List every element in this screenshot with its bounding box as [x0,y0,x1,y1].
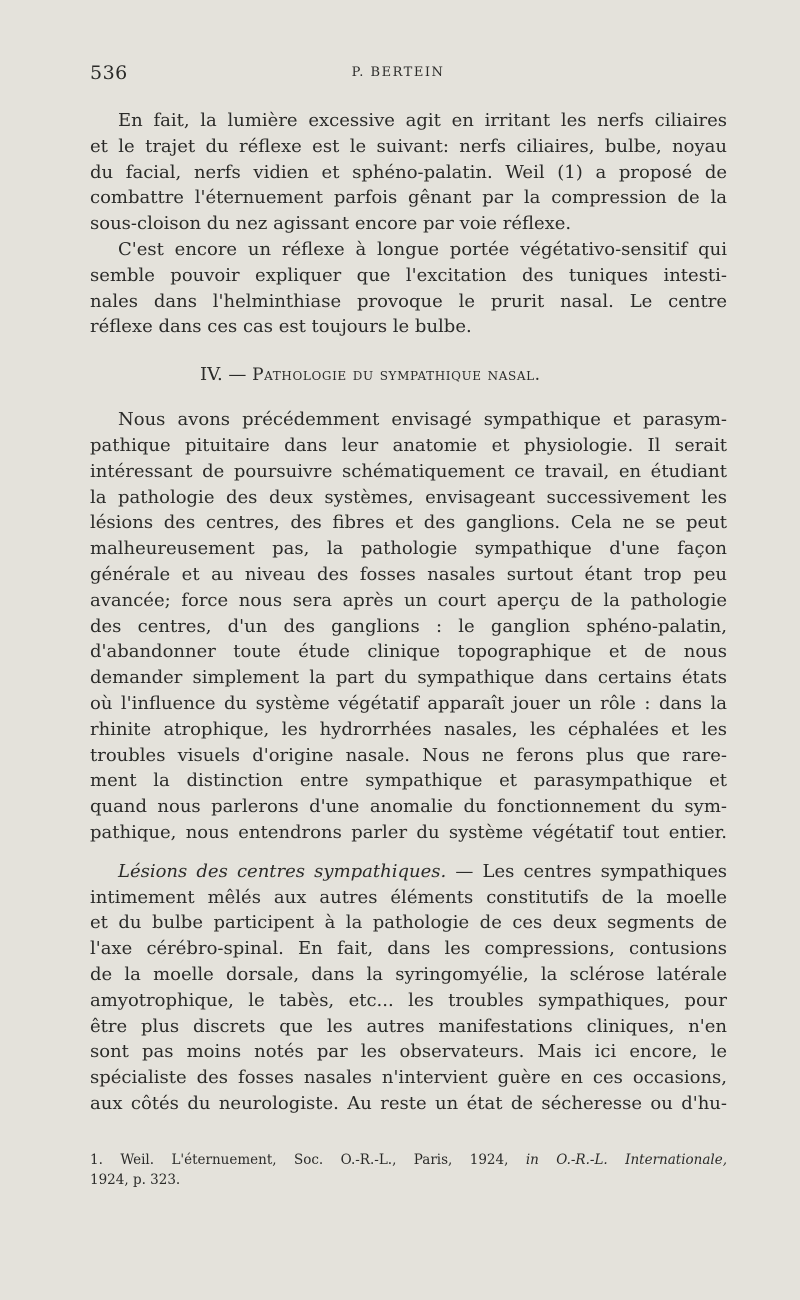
text-line: sont pas moins notés par les observateurs. Mais ici encore, le [90,1041,727,1063]
text-line: avancée; force nous sera après un court aperçu de la pathologie [90,589,727,611]
footnote-citation: 1. Weil. L'éternuement, Soc. O.-R.-L., Paris, 1924, [90,1152,526,1168]
body-text [90,108,727,1117]
text-line: et du bulbe participent à la pathologie de ces deux segments de [90,912,727,934]
text-line: et le trajet du réflexe est le suivant: nerfs ciliaires, bulbe, noyau [90,135,727,157]
paragraph [90,237,727,340]
section-heading [90,362,727,388]
text-line: générale et au niveau des fosses nasales surtout étant trop peu [90,563,727,585]
text-line: d'abandonner toute étude clinique topographique et de nous [90,641,727,663]
text-line: pathique pituitaire dans leur anatomie et physiologie. Il serait [90,434,727,456]
text-line: réflexe dans ces cas est toujours le bulbe. [90,316,472,338]
text-line: lésions des centres, des fibres et des ganglions. Cela ne se peut [90,512,727,534]
text-line: l'axe cérébro-spinal. En fait, dans les compressions, contusions [90,938,727,960]
text-line [90,859,727,885]
paragraph [90,108,727,237]
text-line: sous-cloison du nez agissant encore par voie réflexe. [90,213,572,235]
text-line: C'est encore un réflexe à longue portée végétativo-sensitif qui [118,238,727,260]
text-line: où l'influence du système végétatif apparaît jouer un rôle : dans la [90,692,727,714]
text-line: malheureusement pas, la pathologie sympathique d'une façon [90,538,727,560]
text-line: combattre l'éternuement parfois gênant par la compression de la [90,187,727,209]
text-line: spécialiste des fosses nasales n'intervient guère en ces occasions, [90,1067,727,1089]
text-line: nales dans l'helminthiase provoque le prurit nasal. Le centre [90,290,727,312]
footnote-line: 1924, p. 323. [90,1172,181,1188]
text-line: amyotrophique, le tabès, etc... les troubles sympathiques, pour [90,989,727,1011]
text-line: du facial, nerfs vidien et sphéno-palatin. Weil (1) a proposé de [90,161,727,183]
text-line: quand nous parlerons d'une anomalie du fonctionnement du sym- [90,796,727,818]
section-number: IV. — [200,364,247,386]
text-line: la pathologie des deux systèmes, envisageant successivement les [90,486,727,508]
text-line: Nous avons précédemment envisagé sympathique et parasym- [118,409,727,431]
text-line: semble pouvoir expliquer que l'excitation des tuniques intesti- [90,264,727,286]
subsection-title: Lésions des centres sympathiques. [118,860,447,882]
text-line: intéressant de poursuivre schématiquement ce travail, en étudiant [90,460,727,482]
text-line: être plus discrets que les autres manifestations cliniques, n'en [90,1015,727,1037]
text-line: aux côtés du neurologiste. Au reste un état de sécheresse ou d'hu- [90,1092,727,1114]
footnote-journal: in O.-R.-L. Internationale, [525,1152,727,1168]
text-line: troubles visuels d'origine nasale. Nous ne ferons plus que rare- [90,744,727,766]
running-head: P. BERTEIN [351,65,445,80]
paragraph [90,859,727,1117]
page-header [90,62,706,86]
section-title: Pathologie du sympathique nasal. [252,365,541,386]
footnote [90,1150,727,1190]
text-line: intimement mêlés aux autres éléments constitutifs de la moelle [90,886,727,908]
paragraph [90,407,727,846]
text-line: ment la distinction entre sympathique et parasympathique et [90,770,727,792]
text-line: demander simplement la part du sympathique dans certains états [90,667,727,689]
text-line: de la moelle dorsale, dans la syringomyélie, la sclérose latérale [90,963,727,985]
text-line: des centres, d'un des ganglions : le ganglion sphéno-palatin, [90,615,727,637]
text-line: rhinite atrophique, les hydrorrhées nasales, les céphalées et les [90,718,727,740]
page-number: 536 [90,62,128,84]
footnote-line [90,1150,727,1170]
text-line: pathique, nous entendrons parler du système végétatif tout entier. [90,821,727,843]
text-line: En fait, la lumière excessive agit en irritant les nerfs ciliaires [118,110,727,131]
subsection-lead: — Les centres sympathiques [446,860,727,882]
